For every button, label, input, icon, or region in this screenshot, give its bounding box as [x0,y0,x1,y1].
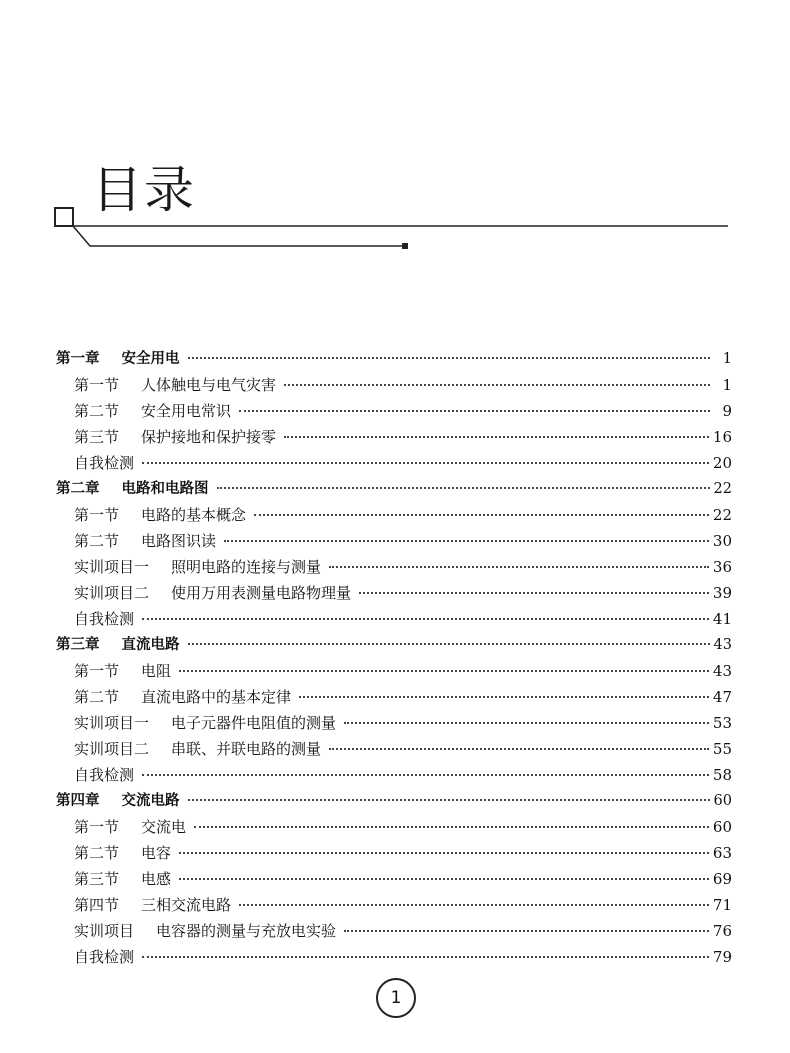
toc-page-number: 47 [712,688,732,706]
dot-leader [217,487,710,489]
toc-page-number: 22 [712,506,732,524]
toc-page-number: 69 [712,870,732,888]
toc-entry-title: 交流电路 [121,793,180,809]
toc-entry-title: 电路图识读 [141,532,217,550]
toc-entry-title: 自我检测 [74,766,135,784]
toc-page-number: 55 [712,740,732,758]
toc-entry-title: 电路的基本概念 [141,506,247,524]
toc-page-number: 43 [712,662,732,680]
dot-leader [142,618,709,620]
dot-leader [329,748,709,750]
toc-page-number: 43 [713,637,732,653]
toc-entry-number: 第四章 [56,793,100,809]
dot-leader [329,566,709,568]
page-title: 目录 [92,161,196,219]
toc-chapter-row[interactable] [56,346,732,372]
dot-leader [224,540,709,542]
toc-section-row[interactable] [56,528,732,554]
dot-leader [344,722,709,724]
toc-entry-number: 第一章 [56,351,100,367]
toc-page-number: 76 [712,922,732,940]
toc-entry-title: 串联、并联电路的测量 [171,740,322,758]
toc-section-row[interactable] [56,502,732,528]
toc-section-row[interactable] [56,944,732,970]
toc-entry-title: 三相交流电路 [141,896,232,914]
toc-page-number: 41 [712,610,732,628]
toc-entry-number: 第四节 [74,896,120,914]
toc-entry-number: 第一节 [74,818,120,836]
toc-entry-number: 第二节 [74,844,120,862]
toc-page-number: 79 [712,948,732,966]
header-decoration [0,0,790,300]
toc-entry-title: 电路和电路图 [121,481,209,497]
toc-entry-number: 第三节 [74,428,120,446]
toc-section-row[interactable] [56,892,732,918]
line-end-dot [402,243,408,249]
toc-section-row[interactable] [56,658,732,684]
toc-entry-title: 直流电路中的基本定律 [141,688,292,706]
toc-page-number: 1 [722,376,732,394]
toc-chapter-row[interactable] [56,632,732,658]
toc-entry-number: 第二章 [56,481,100,497]
toc-page-number: 71 [712,896,732,914]
toc-section-row[interactable] [56,918,732,944]
toc-entry-number: 第二节 [74,532,120,550]
toc-chapter-row[interactable] [56,788,732,814]
toc-page-number: 36 [712,558,732,576]
dot-leader [254,514,709,516]
toc-entry-title: 照明电路的连接与测量 [171,558,322,576]
toc-section-row[interactable] [56,372,732,398]
toc-entry-number: 第三节 [74,870,120,888]
toc-section-row[interactable] [56,866,732,892]
toc-entry-title: 电感 [141,870,172,888]
toc-entry-title: 安全用电常识 [141,402,232,420]
dot-leader [188,357,711,359]
dot-leader [299,696,709,698]
toc-section-row[interactable] [56,814,732,840]
corner-square [55,208,73,226]
toc-section-row[interactable] [56,554,732,580]
toc-section-row[interactable] [56,580,732,606]
toc-section-row[interactable] [56,398,732,424]
dot-leader [142,462,709,464]
toc-entry-title: 直流电路 [121,637,180,653]
toc-page-number: 53 [712,714,732,732]
toc-entry-title: 电子元器件电阻值的测量 [171,714,337,732]
toc-page-number: 30 [712,532,732,550]
toc-entry-number: 第二节 [74,688,120,706]
toc-page-number: 1 [722,351,732,367]
toc-page-number: 63 [712,844,732,862]
toc-entry-title: 使用万用表测量电路物理量 [171,584,352,602]
toc-page-number: 39 [712,584,732,602]
dot-leader [239,410,710,412]
dot-leader [142,956,709,958]
toc-entry-number: 实训项目二 [74,584,150,602]
diagonal-connector [73,226,404,246]
toc-page-number: 9 [722,402,732,420]
toc-chapter-row[interactable] [56,476,732,502]
page-number-badge: 1 [376,978,416,1018]
dot-leader [179,670,709,672]
dot-leader [188,643,710,645]
dot-leader [188,799,710,801]
toc-page-number: 58 [712,766,732,784]
dot-leader [142,774,709,776]
dot-leader [179,852,709,854]
toc-entry-title: 自我检测 [74,948,135,966]
toc-entry-title: 电容器的测量与充放电实验 [156,922,337,940]
toc-entry-number: 第二节 [74,402,120,420]
toc-entry-title: 自我检测 [74,454,135,472]
toc-entry-title: 自我检测 [74,610,135,628]
toc-entry-title: 保护接地和保护接零 [141,428,277,446]
toc-page-number: 22 [713,481,732,497]
toc-entry-number: 实训项目 [74,922,135,940]
toc-entry-number: 第三章 [56,637,100,653]
toc-entry-number: 第一节 [74,662,120,680]
toc-page-number: 20 [712,454,732,472]
dot-leader [284,384,710,386]
dot-leader [284,436,709,438]
dot-leader [359,592,709,594]
toc-section-row[interactable] [56,840,732,866]
toc-section-row[interactable] [56,736,732,762]
toc-section-row[interactable] [56,710,732,736]
table-of-contents [56,346,732,970]
toc-page-number: 16 [712,428,732,446]
toc-entry-number: 实训项目一 [74,558,150,576]
dot-leader [194,826,709,828]
dot-leader [344,930,709,932]
toc-entry-number: 实训项目二 [74,740,150,758]
toc-entry-title: 电容 [141,844,172,862]
toc-entry-title: 交流电 [141,818,187,836]
toc-entry-number: 第一节 [74,376,120,394]
dot-leader [179,878,709,880]
toc-section-row[interactable] [56,606,732,632]
toc-section-row[interactable] [56,684,732,710]
toc-page-number: 60 [712,818,732,836]
toc-entry-title: 电阻 [141,662,172,680]
toc-section-row[interactable] [56,424,732,450]
toc-entry-number: 实训项目一 [74,714,150,732]
toc-section-row[interactable] [56,450,732,476]
toc-entry-title: 人体触电与电气灾害 [141,376,277,394]
dot-leader [239,904,709,906]
toc-section-row[interactable] [56,762,732,788]
toc-page-number: 60 [713,793,732,809]
toc-entry-number: 第一节 [74,506,120,524]
toc-entry-title: 安全用电 [121,351,180,367]
